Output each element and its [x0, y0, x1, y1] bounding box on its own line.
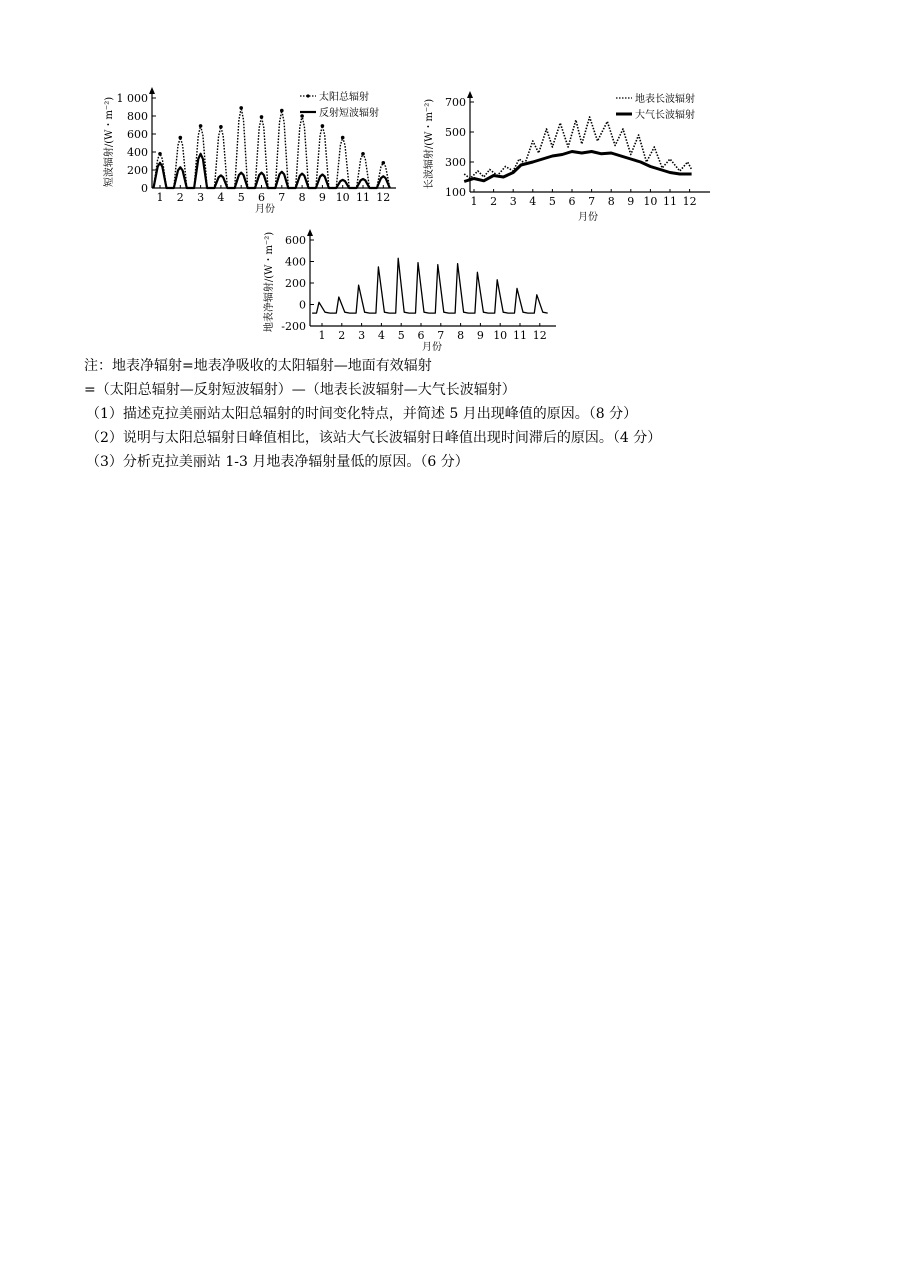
y-tick-label: -200 [281, 320, 306, 333]
x-tick-label: 3 [358, 329, 366, 342]
y-tick-label: 0 [299, 298, 306, 312]
x-tick-label: 8 [607, 195, 615, 208]
y-tick-label: 600 [285, 234, 306, 247]
x-tick-label: 7 [278, 191, 286, 204]
x-axis-label: 月份 [255, 204, 275, 215]
net-surface-radiation-chart [260, 222, 570, 354]
y-axis-arrow [307, 229, 313, 236]
data-point [321, 124, 325, 128]
x-tick-label: 6 [258, 191, 265, 204]
x-tick-label: 1 [156, 191, 164, 204]
x-tick-label: 12 [376, 191, 391, 204]
note-formula-line-1: 注：地表净辐射=地表净吸收的太阳辐射—地面有效辐射 [84, 358, 432, 374]
x-tick-label: 9 [627, 195, 635, 208]
data-point [260, 115, 264, 119]
x-tick-label: 6 [568, 195, 576, 208]
data-point [199, 124, 203, 128]
x-tick-label: 4 [217, 191, 225, 204]
y-tick-label: 200 [285, 277, 306, 290]
x-tick-label: 11 [513, 329, 527, 342]
notes-section [84, 354, 844, 474]
y-tick-label: 100 [445, 186, 466, 199]
question-2: （2）说明与太阳总辐射日峰值相比，该站大气长波辐射日峰值出现时间滞后的原因。（4 分） [86, 430, 662, 446]
legend-entry: 反射短波辐射 [319, 108, 379, 119]
data-point [341, 136, 345, 140]
series-line [154, 108, 390, 188]
legend [616, 92, 695, 121]
x-tick-label: 10 [335, 191, 350, 204]
data-point [300, 114, 304, 118]
x-tick-label: 3 [509, 195, 517, 208]
y-axis-label: 长波辐射/(W・m⁻²) [424, 98, 435, 190]
series-line [312, 258, 548, 313]
data-point [280, 109, 284, 113]
x-tick-label: 2 [490, 195, 498, 208]
y-tick-label: 300 [445, 156, 466, 169]
x-tick-label: 11 [356, 191, 370, 204]
legend-entry: 太阳总辐射 [319, 92, 369, 103]
data-point [382, 161, 386, 165]
x-tick-label: 7 [437, 329, 445, 342]
data-point [361, 152, 365, 156]
x-tick-label: 4 [377, 329, 385, 342]
y-tick-label: 800 [127, 110, 148, 123]
data-point [239, 106, 243, 110]
x-tick-label: 2 [176, 191, 184, 204]
question-1: （1）描述克拉美丽站太阳总辐射的时间变化特点，并简述 5 月出现峰值的原因。（8 分） [86, 406, 638, 422]
legend [300, 90, 379, 119]
data-point [158, 152, 162, 156]
note-formula-line-2: =（太阳总辐射—反射短波辐射）—（地表长波辐射—大气长波辐射） [84, 382, 516, 398]
x-tick-label: 4 [529, 195, 537, 208]
x-axis-label: 月份 [422, 342, 442, 353]
y-axis-label-text: 短波辐射/(W・m⁻²) [104, 96, 115, 188]
x-tick-label: 8 [298, 191, 306, 204]
longwave-radiation-chart [420, 84, 720, 224]
x-tick-label: 12 [532, 329, 547, 342]
x-tick-label: 9 [476, 329, 484, 342]
data-point [219, 125, 223, 129]
shortwave-radiation-chart [100, 82, 410, 217]
legend-entry: 地表长波辐射 [635, 94, 695, 105]
y-tick-label: 600 [127, 128, 148, 141]
x-tick-label: 10 [643, 195, 658, 208]
x-tick-label: 1 [470, 195, 478, 208]
y-axis-label [102, 97, 115, 187]
x-tick-label: 3 [197, 191, 205, 204]
x-tick-label: 5 [548, 195, 556, 208]
y-tick-label: 700 [445, 96, 466, 109]
y-axis-arrow [467, 91, 473, 98]
x-tick-label: 2 [338, 329, 346, 342]
x-axis-label: 月份 [578, 212, 598, 223]
y-tick-label: 0 [141, 182, 148, 195]
x-tick-label: 8 [457, 329, 465, 342]
x-tick-label: 10 [493, 329, 508, 342]
x-tick-label: 6 [417, 329, 425, 342]
y-tick-label: 400 [127, 146, 148, 159]
x-tick-label: 7 [588, 195, 596, 208]
y-axis-label: 地表净辐射/(W・m⁻²) [264, 231, 275, 333]
y-tick-label: 500 [445, 126, 466, 139]
y-tick-label: 200 [127, 164, 148, 177]
legend-entry: 大气长波辐射 [635, 110, 695, 121]
y-tick-label: 400 [285, 255, 306, 269]
x-tick-label: 11 [663, 195, 677, 208]
x-tick-label: 12 [682, 195, 697, 208]
x-tick-label: 5 [237, 191, 245, 204]
series-line [154, 154, 390, 188]
x-tick-label: 5 [397, 329, 405, 342]
x-tick-label: 9 [318, 191, 326, 204]
question-3: （3）分析克拉美丽站 1-3 月地表净辐射量低的原因。（6 分） [86, 454, 469, 470]
data-point [179, 136, 183, 140]
y-tick-label: 1 000 [116, 92, 148, 105]
x-tick-label: 1 [318, 329, 326, 342]
y-axis-arrow [149, 87, 155, 94]
